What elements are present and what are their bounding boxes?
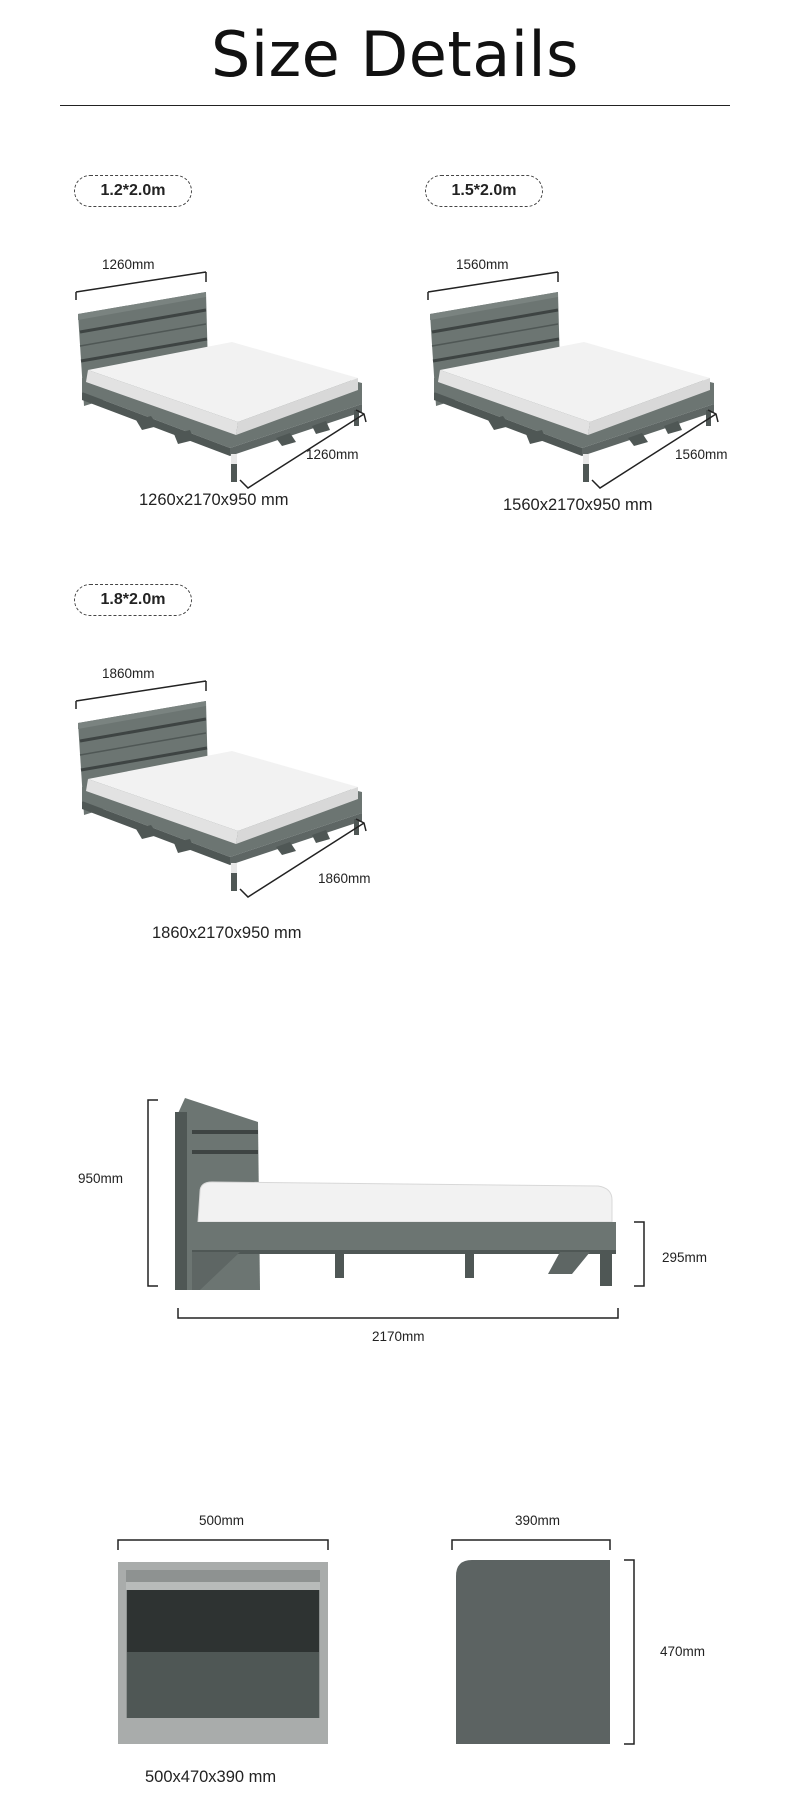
size-tag-1-2: 1.2*2.0m (74, 175, 192, 207)
nightstand-width-label: 500mm (199, 1513, 245, 1528)
bed-2-side-label: 1560mm (675, 447, 728, 462)
side-view-frame-height-label: 295mm (662, 1250, 708, 1265)
page-title: Size Details (211, 18, 579, 91)
nightstand-height-label: 470mm (660, 1644, 706, 1659)
size-tag-1-5: 1.5*2.0m (425, 175, 543, 207)
bed-3-width-label: 1860mm (102, 666, 155, 681)
nightstand-illustration (0, 0, 1, 1)
nightstand-depth-label: 390mm (515, 1513, 561, 1528)
bed-2-caption: 1560x2170x950 mm (503, 496, 653, 514)
bed-2-width-label: 1560mm (456, 257, 509, 272)
title-divider (60, 105, 730, 106)
nightstand-caption: 500x470x390 mm (145, 1768, 277, 1786)
bed-1-caption: 1260x2170x950 mm (139, 491, 289, 509)
side-view-length-label: 2170mm (372, 1329, 425, 1344)
size-tag-1-8: 1.8*2.0m (74, 584, 192, 616)
bed-1-width-label: 1260mm (102, 257, 155, 272)
bed-3-caption: 1860x2170x950 mm (152, 924, 302, 942)
bed-3-side-label: 1860mm (318, 871, 371, 886)
side-view-height-label: 950mm (78, 1171, 124, 1186)
bed-1-side-label: 1260mm (306, 447, 359, 462)
